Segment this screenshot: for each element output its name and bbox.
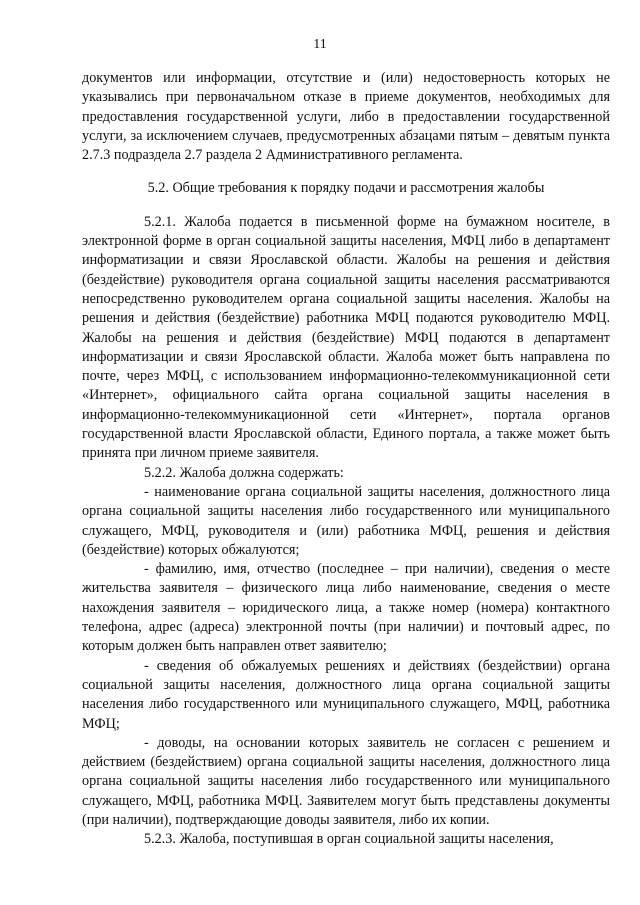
paragraph-5-2-2: 5.2.2. Жалоба должна содержать: xyxy=(144,464,344,481)
paragraph-continuation: документов или информации, отсутствие и (или) недостоверность которых не указывались при первоначальном отказе в приеме документов, необходимых для предоставления государственной услуги, либо в предоставлении государственной услуги, за исключением случаев, предусмотренных абзацами пятым – девятым пункта 2.7.3 подраздела 2.7 раздела 2 Административного регламента. xyxy=(82,70,610,164)
paragraph-5-2-3: 5.2.3. Жалоба, поступившая в орган социальной защиты населения, xyxy=(144,831,554,848)
section-heading: 5.2. Общие требования к порядку подачи и рассмотрения жалобы xyxy=(147,180,545,197)
document-body xyxy=(82,69,610,850)
list-item: - сведения об обжалуемых решениях и действиях (бездействии) органа социальной защиты населения, должностного лица органа социальной защиты населения либо государственного или муниципального служащего, МФЦ, работника МФЦ; xyxy=(82,657,610,732)
list-item: - фамилию, имя, отчество (последнее – при наличии), сведения о месте жительства заявителя – физического лица либо наименование, сведения о месте нахождения заявителя – юридического лица, а также номер (номера) контактного телефона, адрес (адреса) электронной почты (при наличии) и почтовый адрес, по которым должен быть направлен ответ заявителю; xyxy=(82,561,610,655)
page-number: 11 xyxy=(313,37,327,52)
list-item: - доводы, на основании которых заявитель не согласен с решением и действием (бездействием) органа социальной защиты населения, должностного лица органа социальной защиты населения либо государственного или муниципального служащего, МФЦ, работника МФЦ. Заявителем могут быть представлены документы (при наличии), подтверждающие доводы заявителя, либо их копии. xyxy=(82,734,610,828)
list-item: - наименование органа социальной защиты населения, должностного лица органа социальной защиты населения либо государственного или муниципального служащего, МФЦ, руководителя и (или) работника МФЦ, решения и действия (бездействие) которых обжалуются; xyxy=(82,483,610,558)
paragraph-5-2-1: 5.2.1. Жалоба подается в письменной форме на бумажном носителе, в электронной форме в орган социальной защиты населения, МФЦ либо в департамент информатизации и связи Ярославской области. Жалобы на решения и действия (бездействие) руководителя органа социальной защиты населения рассматриваются непосредственно руководителем органа социальной защиты населения. Жалобы на решения и действия (бездействие) работника МФЦ подаются руководителю МФЦ. Жалобы на решения и действия (бездействие) МФЦ подаются в департамент информатизации и связи Ярославской области. Жалоба может быть направлена по почте, через МФЦ, с использованием информационно-телекоммуникационной сети «Интернет», официального сайта органа социальной защиты населения в информационно-телекоммуникационной сети «Интернет», портала органов государственной власти Ярославской области, Единого портала, а также может быть принята при личном приеме заявителя. xyxy=(82,213,610,462)
